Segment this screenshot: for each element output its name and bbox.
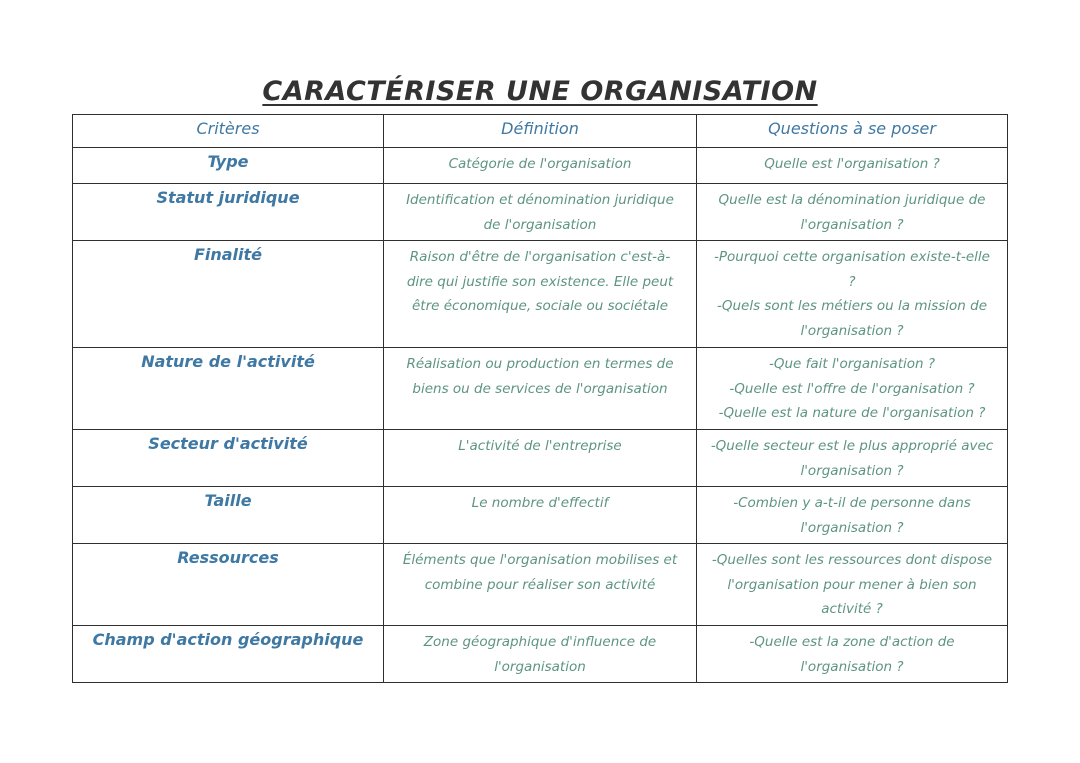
question-line: Quelle est la dénomination juridique de (718, 192, 986, 208)
definition-line: l'organisation (494, 658, 586, 675)
questions-cell (697, 544, 1008, 626)
definition-line: Identification et dénomination juridique (406, 192, 674, 208)
table-row (73, 348, 1008, 430)
table-row (73, 241, 1008, 348)
definition-cell (384, 148, 697, 184)
question-line: l'organisation ? (800, 322, 904, 339)
definition-line: Réalisation ou production en termes de (406, 356, 674, 372)
question-line: l'organisation ? (800, 216, 904, 233)
criterion-cell: Finalité (73, 241, 384, 348)
question-line: l'organisation ? (800, 658, 904, 675)
definition-cell (384, 184, 697, 241)
criterion-cell: Champ d'action géographique (73, 626, 384, 683)
question-line: -Quelles sont les ressources dont dispose (711, 552, 993, 568)
definition-line: biens ou de services de l'organisation (412, 380, 668, 397)
header-definition: Définition (384, 115, 697, 148)
table-row (73, 487, 1008, 544)
table-row (73, 148, 1008, 184)
header-criteres: Critères (73, 115, 384, 148)
definition-line: dire qui justifie son existence. Elle peut (406, 273, 674, 290)
header-questions: Questions à se poser (697, 115, 1008, 148)
questions-cell (697, 487, 1008, 544)
definition-line: Le nombre d'effectif (471, 495, 609, 511)
question-line: -Pourquoi cette organisation existe-t-elle (714, 249, 990, 265)
definition-line: combine pour réaliser son activité (424, 576, 656, 593)
question-line: ? (848, 273, 856, 290)
definition-cell (384, 544, 697, 626)
definition-cell (384, 626, 697, 683)
table-row (73, 626, 1008, 683)
definition-line: être économique, sociale ou sociétale (411, 298, 669, 314)
question-line: -Que fait l'organisation ? (768, 356, 936, 372)
question-line: Quelle est l'organisation ? (764, 156, 940, 172)
questions-cell (697, 241, 1008, 348)
criteria-table (72, 114, 1008, 683)
question-line: activité ? (821, 601, 883, 617)
question-line: -Quelle est la zone d'action de (749, 634, 955, 650)
question-line: -Quelle est la nature de l'organisation ? (718, 405, 986, 421)
question-line: l'organisation ? (800, 462, 904, 479)
table-row (73, 430, 1008, 487)
definition-line: Éléments que l'organisation mobilises et (402, 552, 678, 568)
question-line: l'organisation ? (800, 519, 904, 536)
questions-cell (697, 184, 1008, 241)
criterion-cell: Statut juridique (73, 184, 384, 241)
questions-cell (697, 148, 1008, 184)
definition-line: L'activité de l'entreprise (458, 438, 622, 454)
table-row (73, 184, 1008, 241)
definition-cell (384, 430, 697, 487)
questions-cell (697, 626, 1008, 683)
definition-cell (384, 241, 697, 348)
definition-line: de l'organisation (483, 216, 597, 233)
questions-cell (697, 430, 1008, 487)
questions-cell (697, 348, 1008, 430)
question-line: -Quelle est l'offre de l'organisation ? (729, 380, 975, 397)
table-header-row (73, 115, 1008, 148)
criterion-cell: Ressources (73, 544, 384, 626)
question-line: -Quelle secteur est le plus approprié avec (710, 438, 994, 454)
question-line: l'organisation pour mener à bien son (727, 576, 977, 593)
definition-line: Zone géographique d'influence de (423, 634, 657, 650)
definition-cell (384, 348, 697, 430)
criterion-cell: Type (73, 148, 384, 184)
criterion-cell: Taille (73, 487, 384, 544)
criterion-cell: Secteur d'activité (73, 430, 384, 487)
criterion-cell: Nature de l'activité (73, 348, 384, 430)
definition-cell (384, 487, 697, 544)
page-title: CARACTÉRISER UNE ORGANISATION (262, 76, 818, 107)
definition-line: Catégorie de l'organisation (448, 156, 632, 172)
definition-line: Raison d'être de l'organisation c'est-à- (409, 249, 671, 265)
question-line: -Quels sont les métiers ou la mission de (716, 298, 988, 314)
question-line: -Combien y a-t-il de personne dans (733, 495, 971, 511)
table-row (73, 544, 1008, 626)
